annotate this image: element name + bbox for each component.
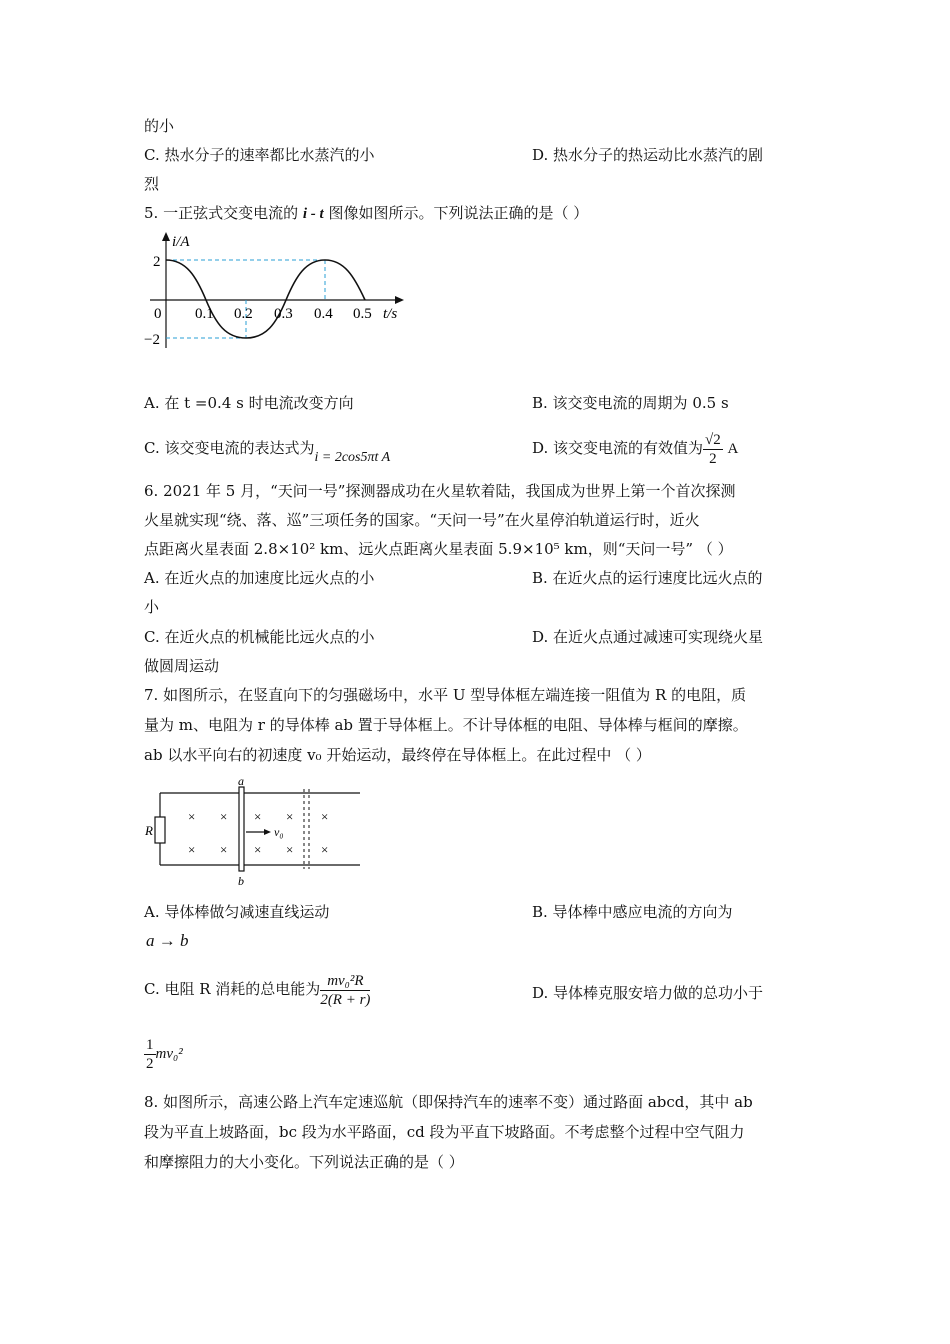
q4-option-c: C. 热水分子的速率都比水蒸汽的小: [144, 146, 375, 164]
q4-option-d-cont: 烈: [144, 175, 160, 193]
y-tick-2: 2: [153, 254, 161, 270]
velocity-label: v₀: [274, 825, 284, 839]
q5-option-a: A. 在 t =0.4 s 时电流改变方向: [144, 394, 354, 412]
q5-stem: 5. 一正弦式交变电流的 i - t 图像如图所示。下列说法正确的是（ ）: [144, 204, 589, 222]
resistor-r: [155, 817, 165, 843]
field-mark: ×: [286, 809, 294, 824]
rod-label-b: b: [238, 874, 244, 888]
y-tick-neg2: −2: [144, 332, 160, 348]
q6-option-b-cont: 小: [144, 598, 160, 616]
field-mark: ×: [321, 842, 329, 857]
field-mark: ×: [188, 842, 196, 857]
cosine-curve: [166, 260, 365, 338]
x-tick-0.1: 0.1: [195, 306, 214, 322]
q6-option-a: A. 在近火点的加速度比远火点的小: [144, 569, 375, 587]
y-axis-arrow: [162, 232, 170, 241]
x-tick-0.5: 0.5: [353, 306, 372, 322]
q5-fraction: $\frac{√2}{2}$: [705, 431, 721, 467]
q4-option-d: D. 热水分子的热运动比水蒸汽的剧: [532, 146, 764, 164]
q7-option-d-cont: $\frac{1}{2}$ mv₀²: [146, 1036, 183, 1072]
field-mark: ×: [220, 809, 228, 824]
q7-line-3: ab 以水平向右的初速度 v₀ 开始运动，最终停在导体框上。在此过程中 （ ）: [144, 746, 651, 764]
q7-line-2: 量为 m、电阻为 r 的导体棒 ab 置于导体框上。不计导体框的电阻、导体棒与框间的摩擦。: [144, 716, 748, 734]
rod-label-a: a: [238, 775, 244, 788]
q7-circuit-figure: [140, 775, 370, 890]
x-tick-0.3: 0.3: [274, 306, 293, 322]
q6-option-c: C. 在近火点的机械能比远火点的小: [144, 628, 375, 646]
field-mark: ×: [321, 809, 329, 824]
q6-option-b: B. 在近火点的运行速度比远火点的: [532, 569, 763, 587]
q7-line-1: 7. 如图所示，在竖直向下的匀强磁场中，水平 U 型导体框左端连接一阻值为 R 的电阻，质: [144, 686, 747, 704]
q5-option-b: B. 该交变电流的周期为 0.5 s: [532, 394, 729, 412]
q7-option-a: A. 导体棒做匀减速直线运动: [144, 903, 330, 921]
q8-line-1: 8. 如图所示，高速公路上汽车定速巡航（即保持汽车的速率不变）通过路面 abcd，其中 ab: [144, 1093, 753, 1111]
q5-option-c: C. 该交变电流的表达式为i = 2cos5πt A: [144, 439, 391, 465]
q6-line-2: 火星就实现“绕、落、巡”三项任务的国家。“天问一号”在火星停泊轨道运行时，近火: [144, 511, 700, 529]
x-tick-0: 0: [154, 306, 162, 322]
x-axis-label: t/s: [383, 306, 398, 322]
field-mark: ×: [220, 842, 228, 857]
x-tick-0.4: 0.4: [314, 306, 333, 322]
velocity-arrowhead: [264, 829, 271, 835]
field-mark: ×: [254, 809, 262, 824]
q6-option-d-cont: 做圆周运动: [144, 657, 220, 675]
q7-option-c: C. 电阻 R 消耗的总电能为 $\frac{\text{mv₀²R}}{2(R + r)}$: [144, 972, 371, 1008]
x-tick-0.2: 0.2: [234, 306, 253, 322]
x-axis-arrow: [395, 296, 404, 304]
q7-option-b-cont: a → b: [146, 931, 189, 950]
field-mark: ×: [254, 842, 262, 857]
q6-line-1: 6. 2021 年 5 月，“天问一号”探测器成功在火星软着陆，我国成为世界上第一个首次探测: [144, 482, 736, 500]
q8-line-2: 段为平直上坡路面，bc 段为水平路面，cd 段为平直下坡路面。不考虑整个过程中空气阻力: [144, 1123, 745, 1141]
q7-option-b: B. 导体棒中感应电流的方向为: [532, 903, 733, 921]
q6-option-d: D. 在近火点通过减速可实现绕火星: [532, 628, 764, 646]
y-axis-label: i/A: [172, 234, 190, 250]
q5-current-graph: [140, 228, 410, 368]
q7-c-fraction: $\frac{\text{mv₀²R}}{2(R + r)}$: [320, 972, 371, 1008]
q7-d-fraction: $\frac{1}{2}$: [146, 1036, 154, 1072]
field-mark: ×: [188, 809, 196, 824]
q5-option-d: D. 该交变电流的有效值为 $\frac{√2}{2}$ A: [532, 431, 739, 467]
q7-option-d: D. 导体棒克服安培力做的总功小于: [532, 984, 764, 1002]
rod-ab: [239, 787, 244, 871]
q8-line-3: 和摩擦阻力的大小变化。下列说法正确的是（ ）: [144, 1153, 464, 1171]
resistor-label: R: [145, 823, 153, 838]
q4-continuation: 的小: [144, 117, 175, 135]
q6-line-3: 点距离火星表面 2.8×10² km、远火点距离火星表面 5.9×10⁵ km，则“天问一号” （ ）: [144, 540, 733, 558]
field-mark: ×: [286, 842, 294, 857]
